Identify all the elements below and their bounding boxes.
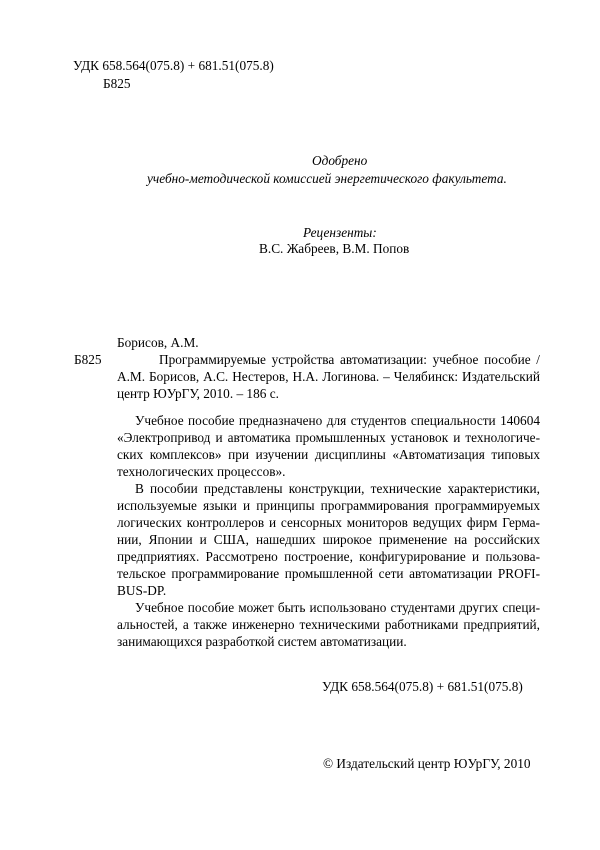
abstract-line: нии, Японии и США, нашедших широкое применение на российских: [117, 532, 540, 547]
copyright-notice: © Издательский центр ЮУрГУ, 2010: [323, 756, 531, 771]
abstract-line: В пособии представлены конструкции, технические характеристики,: [135, 481, 540, 496]
udk-header: УДК 658.564(075.8) + 681.51(075.8): [73, 58, 274, 73]
abstract-line: предприятиях. Рассмотрено построение, конфигурирование и пользова-: [117, 549, 540, 564]
abstract-line: логических контроллеров и сенсорных мониторов ведущих фирм Герма-: [117, 515, 540, 530]
abstract-line: занимающихся разработкой систем автоматизации.: [117, 634, 407, 649]
abstract-line: технологических процессов».: [117, 464, 286, 479]
udk-footer: УДК 658.564(075.8) + 681.51(075.8): [322, 679, 523, 694]
bib-line: центр ЮУрГУ, 2010. – 186 с.: [117, 386, 279, 401]
abstract-line: «Электропривод и автоматика промышленных установок и технологиче-: [117, 430, 540, 445]
approval-committee: учебно-методической комиссией энергетического факультета.: [147, 171, 507, 186]
bib-code: Б825: [74, 352, 102, 367]
bib-line: Программируемые устройства автоматизации: учебное пособие /: [159, 352, 540, 367]
reviewers-names: В.С. Жабреев, В.М. Попов: [259, 241, 410, 256]
abstract-line: Учебное пособие предназначено для студентов специальности 140604: [135, 413, 540, 428]
abstract-line: Учебное пособие может быть использовано студентами других специ-: [135, 600, 540, 615]
bib-author: Борисов, А.М.: [117, 335, 199, 350]
abstract-line: альностей, а также инженерно техническими работниками предприятий,: [117, 617, 540, 632]
reviewers-title: Рецензенты:: [303, 225, 377, 240]
bib-description: [117, 351, 540, 402]
abstract-line: ских комплексов» при изучении дисциплины «Автоматизация типовых: [117, 447, 540, 462]
abstract-line: используемые языки и принципы программирования программируемых: [117, 498, 540, 513]
abstract-line: BUS-DP.: [117, 583, 167, 598]
approval-title: Одобрено: [312, 153, 368, 168]
abstract-line: тельское программирование промышленной сети автоматизации PROFI-: [117, 566, 540, 581]
bbk-code-header: Б825: [103, 76, 131, 91]
bib-line: А.М. Борисов, А.С. Нестеров, Н.А. Логинова. – Челябинск: Издательский: [117, 369, 540, 384]
abstract: [117, 412, 540, 650]
